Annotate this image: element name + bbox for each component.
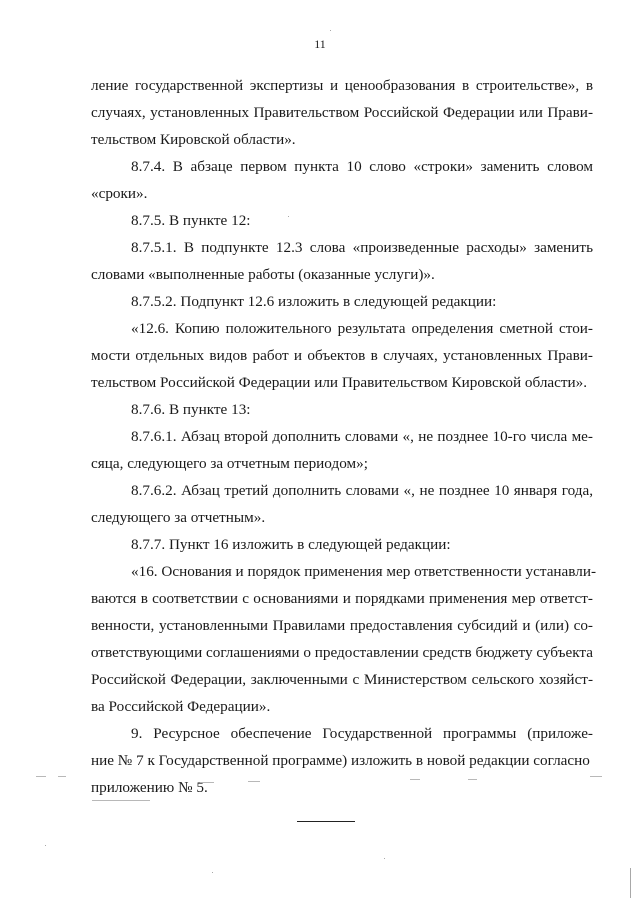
scan-artifact-dot — [630, 868, 631, 898]
text-line: 9. Ресурсное обеспечение Государственной программы (приложе- — [131, 725, 593, 742]
text-line: следующего за отчетным». — [91, 509, 266, 526]
text-line: 8.7.6. В пункте 13: — [131, 401, 251, 418]
scan-artifact-dot — [45, 845, 46, 846]
scan-artifact-line — [200, 782, 214, 783]
text-line: 8.7.4. В абзаце первом пункта 10 слово «строки» заменить словом — [131, 158, 593, 175]
text-line: мости отдельных видов работ и объектов в случаях, установленных Прави- — [91, 347, 593, 364]
page-number: 11 — [314, 37, 326, 51]
text-line: сяца, следующего за отчетным периодом»; — [91, 455, 368, 472]
text-line: венности, установленными Правилами предоставления субсидий и (или) со- — [91, 617, 593, 634]
text-line: словами «выполненные работы (оказанные услуги)». — [91, 266, 435, 283]
text-line: ваются в соответствии с основаниями и порядками применения мер ответст- — [91, 590, 593, 607]
scan-artifact-dot — [384, 858, 385, 859]
scan-artifact-dot — [330, 30, 331, 31]
scan-artifact-line — [410, 779, 420, 780]
text-line: ответствующими соглашениями о предоставлении средств бюджету субъекта — [91, 644, 593, 661]
scan-artifact-line — [92, 800, 150, 801]
text-line: ление государственной экспертизы и ценообразования в строительстве», в — [91, 77, 593, 94]
text-line: 8.7.5.1. В подпункте 12.3 слова «произведенные расходы» заменить — [131, 239, 593, 256]
text-line: 8.7.6.1. Абзац второй дополнить словами «, не позднее 10-го числа ме- — [131, 428, 593, 445]
text-line: «сроки». — [91, 185, 148, 202]
text-line: Российской Федерации, заключенными с Министерством сельского хозяйст- — [91, 671, 593, 688]
scan-artifact-line — [36, 776, 46, 777]
text-line: 8.7.7. Пункт 16 изложить в следующей редакции: — [131, 536, 451, 553]
text-line: случаях, установленных Правительством Российской Федерации или Прави- — [91, 104, 593, 121]
text-line: 8.7.6.2. Абзац третий дополнить словами «, не позднее 10 января года, — [131, 482, 593, 499]
text-line: ние № 7 к Государственной программе) изложить в новой редакции согласно — [91, 752, 590, 769]
text-line: «16. Основания и порядок применения мер ответственности устанавли- — [131, 563, 597, 580]
text-line: ва Российской Федерации». — [91, 698, 271, 715]
text-line: 8.7.5.2. Подпункт 12.6 изложить в следующей редакции: — [131, 293, 497, 310]
scan-artifact-dot — [212, 872, 213, 873]
scan-artifact-line — [468, 779, 477, 780]
scan-artifact-line — [590, 776, 602, 777]
text-line: 8.7.5. В пункте 12: — [131, 212, 251, 229]
text-line: «12.6. Копию положительного результата определения сметной стои- — [131, 320, 593, 337]
scan-artifact-dot — [288, 216, 289, 217]
text-line: приложению № 5. — [91, 779, 208, 796]
end-divider-line — [297, 821, 355, 822]
text-line: тельством Российской Федерации или Правительством Кировской области». — [91, 374, 588, 391]
text-line: тельством Кировской области». — [91, 131, 296, 148]
scan-artifact-line — [58, 776, 66, 777]
scan-artifact-line — [248, 781, 260, 782]
